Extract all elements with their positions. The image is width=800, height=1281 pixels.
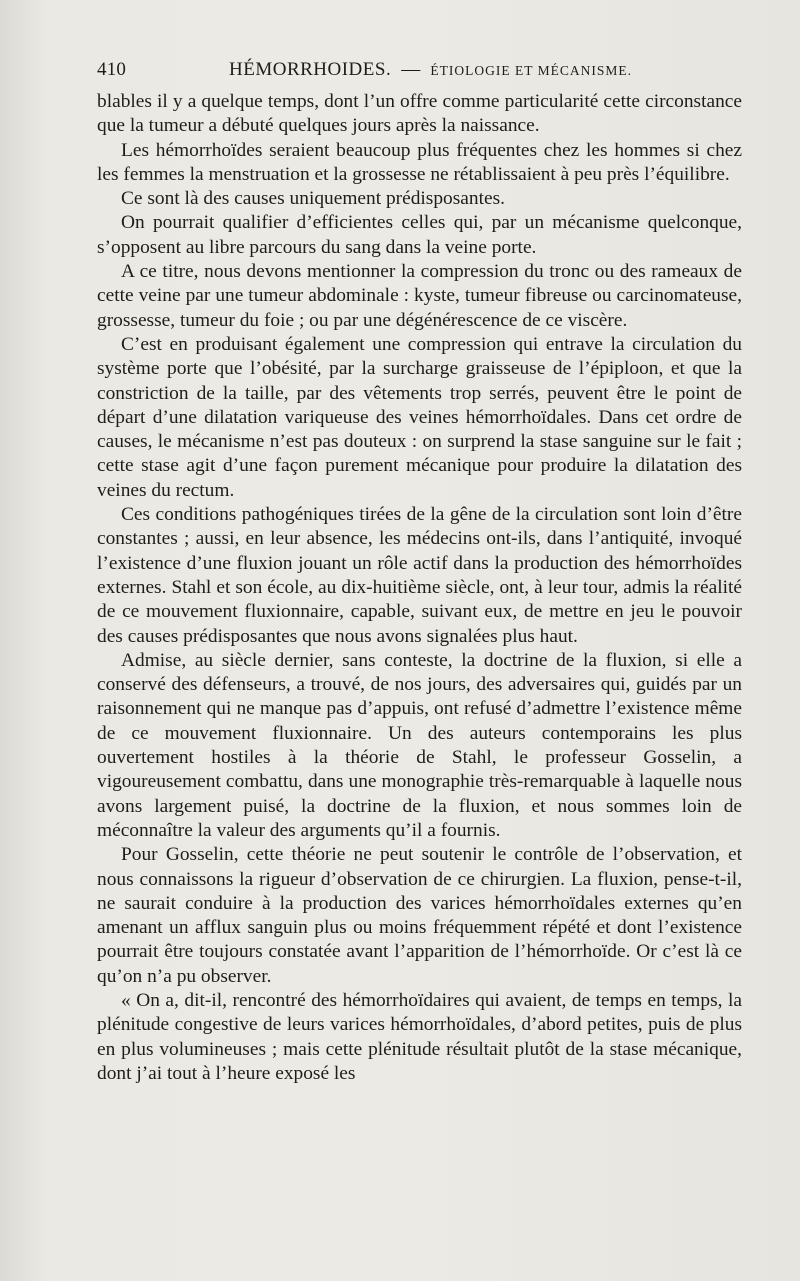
paragraph: Les hémorrhoïdes seraient beaucoup plus fréquentes chez les hommes si chez les femmes la menstruation et la grossesse ne rétablissaient à peu près l’équilibre. xyxy=(97,139,742,185)
paragraph: Admise, au siècle dernier, sans conteste, la doctrine de la fluxion, si elle a conservé des défenseurs, a trouvé, de nos jours, des adversaires qui, guidés par un raisonnement qui ne manque pas d’appuis, ont refusé d’admettre l’existence même de ce mouvement fluxionnaire. Un des auteurs contemporains les plus ouvertement hostiles à la théorie de Stahl, le professeur Gosselin, a vigoureusement combattu, dans une monographie très-remarquable à laquelle nous avons largement puisé, la doctrine de la fluxion, et nous sommes loin de méconnaître la valeur des arguments qu’il a fournis. xyxy=(97,649,742,841)
running-title: HÉMORRHOIDES. xyxy=(229,59,392,80)
paragraph: Ce sont là des causes uniquement prédisposantes. xyxy=(121,188,505,210)
running-separator: — xyxy=(401,59,421,80)
paragraph: « On a, dit-il, rencontré des hémorrhoïdaires qui avaient, de temps en temps, la plénitude congestive de leurs varices hémorrhoïdales, d’abord petites, puis de plus en plus volumineuses ; mais cette plénitude résultait plutôt de la stase mécanique, dont j’ai tout à l’heure exposé les xyxy=(97,989,742,1084)
paragraph: Pour Gosselin, cette théorie ne peut soutenir le contrôle de l’observation, et nous connaissons la rigueur d’observation de ce chirurgien. La fluxion, pense-t-il, ne saurait conduire à la production des varices hémorrhoïdales externes qu’en amenant un afflux sanguin plus ou moins fréquemment répété et dont l’existence pourrait être toujours constatée avant l’apparition de l’hémorrhoïde. Or c’est là ce qu’on n’a pu observer. xyxy=(97,844,742,987)
page-number: 410 xyxy=(97,59,127,80)
body-text xyxy=(97,90,742,1086)
running-subtitle: ÉTIOLOGIE ET MÉCANISME. xyxy=(430,63,633,78)
paragraph: On pourrait qualifier d’efficientes celles qui, par un mécanisme quelconque, s’opposent au libre parcours du sang dans la veine porte. xyxy=(97,212,742,258)
paragraph: A ce titre, nous devons mentionner la compression du tronc ou des rameaux de cette veine par une tumeur abdominale : kyste, tumeur fibreuse ou carcinomateuse, grossesse, tumeur du foie ; ou par une dégénérescence de ce viscère. xyxy=(97,261,742,331)
paragraph: C’est en produisant également une compression qui entrave la circulation du système porte que l’obésité, par la surcharge graisseuse de l’épiploon, et que la constriction de la taille, par des vêtements trop serrés, peuvent être le point de départ d’une dilatation variqueuse des veines hémorrhoïdales. Dans cet ordre de causes, le mécanisme n’est pas douteux : on surprend la stase sanguine sur le fait ; cette stase agit d’une façon purement mécanique pour produire la dilatation des veines du rectum. xyxy=(97,333,742,501)
running-header xyxy=(97,58,742,84)
paragraph: Ces conditions pathogéniques tirées de la gêne de la circulation sont loin d’être constantes ; aussi, en leur absence, les médecins ont-ils, dans l’antiquité, invoqué l’existence d’une fluxion jouant un rôle actif dans la production des hémorrhoïdes externes. Stahl et son école, au dix-huitième siècle, ont, à leur tour, admis la réalité de ce mouvement fluxionnaire, capable, suivant eux, de mettre en jeu le pouvoir des causes prédisposantes que nous avons signalées plus haut. xyxy=(97,504,742,647)
paragraph: blables il y a quelque temps, dont l’un offre comme particularité cette circonstance que la tumeur a débuté quelques jours après la naissance. xyxy=(97,91,742,137)
